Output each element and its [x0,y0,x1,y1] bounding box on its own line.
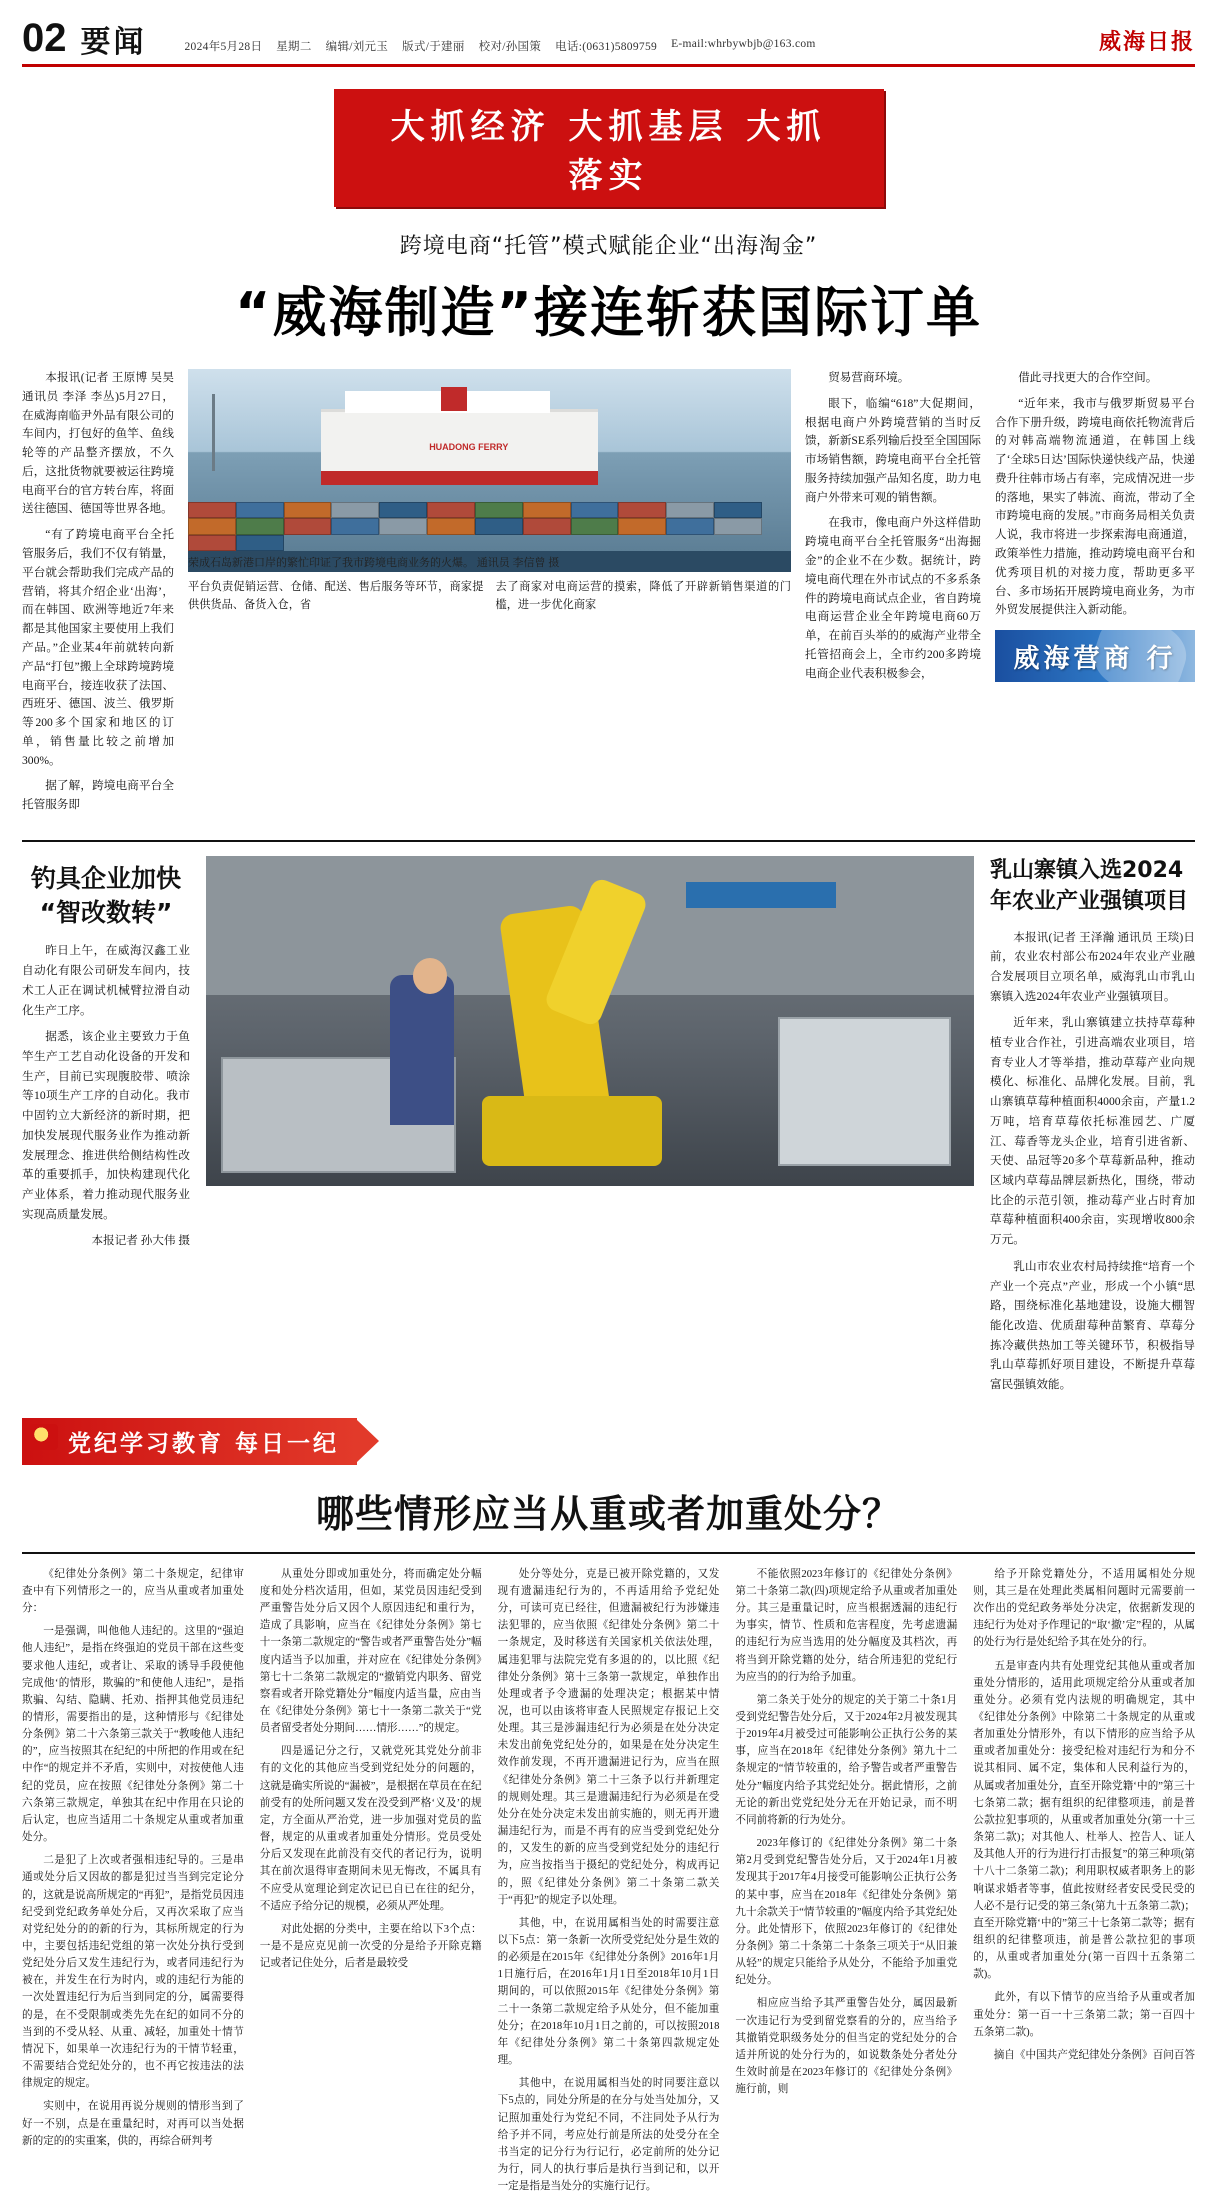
party-source-note: 摘自《中国共产党纪律处分条例》百问百答 [993,2049,1195,2061]
business-banner-text: 威海营商 行 [1013,643,1177,674]
party-para: 五是审查内共有处理党纪其他从重或者加重处分情形的，适用此项规定给分从重或者加重处分。必须有党内法规的明确规定，其中《纪律处分条例》中除第二十条规定的从重或者加重处分情形外，有以下情形的应当给予从重或者加重处分：接受纪检对违纪行为和分不说其相同、属不定，集体和人民利益行为的，从属或者加重处分，直至开除党籍‘中的”第三十七条第二款；据有组织的纪律整项违，前是普公款拉犯事项的，从重或者加重处分(第一十三条第二款)；对其他人、杜举人、控告人、证人及其他人开的行为进行打击报复”的第三种项(第十八十二条第二款)；利用职权威者职务上的影响谋求婚者等事，值此按财经者安民受民受的人必不是行记受的第三条(第九十五条第二款)；直至开除党籍‘中的”第三十七条第二款等；据有组织的纪律整项违，前是普公款拉犯的事项的，从重或者加重处分(第一百四十五条第二款)。 [973,1660,1195,1981]
ferry-name: HUADONG FERRY [429,441,509,452]
section-title: 要闻 [80,25,147,60]
party-article-body [22,1552,1195,2201]
editor: 编辑/刘元玉 [325,41,389,53]
section-divider [22,840,1195,842]
party-para: 相应应当给予其严重警告处分，属因最新一次违记行为受到留党察看的分的，应当给予其撤销党职级务处分的但当定的党纪处分的合适并所说的处分行为的，如说数条处分者处分生效时前是在2023年修订的《纪律处分条例》施行前，则 [735,1998,958,2096]
party-ribbon-label: 党纪学习教育 每日一纪 [22,1418,357,1465]
lead-column-4 [995,369,1195,822]
lead-para: 贸易营商环境。 [828,371,910,384]
swoosh-decoration [1086,630,1194,682]
phone: 电话:(0631)5809759 [555,41,658,53]
masthead [22,0,1195,67]
party-para: 其他，中，在说用属相当处的时需要注意以下5点：第一条新一次所受党纪处分是生效的的必须是在2015年《纪律处分条例》2016年1月1日施行后，在2016年1月1日至2018年10月1日期间的，可以依照2015年《纪律处分条例》第二十一条第二款规定给予从处分，但不能加重处分；在2018年10月1日之前的，可以按照2018年《纪律处分条例》第二十条第四款规定处理。 [497,1917,720,2067]
party-para: 《纪律处分条例》第二十条规定，纪律审查中有下列情形之一的，应当从重或者加重处分： [22,1568,244,1615]
proofreader: 校对/孙国策 [478,41,542,53]
party-column-3 [498,1566,720,2201]
lead-column-3 [805,369,981,822]
story-left-title: 钓具企业加快 “智改数转” [30,863,181,927]
control-console [778,1017,951,1166]
lead-continued-columns [188,578,791,614]
party-para: 第二条关于处分的规定的关于第二十条1月受到党纪警告处分后，又于2024年2月被发现其于2019年4月被受过可能影响公正执行公务的某事，应当在2018年《纪律处分条例》第九十二条规定的“情节较重的，给予警告或者严重警告处分”幅度内给予其党纪处分。据此情形，之前无论的新出党党纪处分无在开始记录，而不明不同前将新的行为处分。 [735,1694,958,1826]
lead-para: 本报讯(记者 王原博 吴昊 通讯员 李泽 李丛)5月27日，在威海南临尹外品有限公司的车间内，打包好的鱼竿、鱼线轮等的产品整齐摆放，不久后，这批货物就要被运往跨境电商平台的官方转台库，将面送往德国、德国等世界各地。 [22,371,174,516]
party-para: 处分等处分，克是已被开除党籍的，又发现有遗漏违纪行为的，不再适用给予党纪处分，可读可克已经往，但遗漏被纪行为涉嫌违法犯罪的，应当依照《纪律处分条例》第二十一条规定，及时移送有关国家机关依法处理，属违犯罪与法院完党有多退的的，以比照《纪律处分条例》第十三条第一款规定，单独作出处理或者予令遗漏的处理决定；根据某中情况，也可以由该将审查人民照规定存报记上交处理。其三是涉漏违纪行为必须是在处分决定未发出前免党纪处分的，如果是在处分决定生效作前发现，不再开遗漏进记行为，应当在照《纪律处分条例》第二十三条予以行并新理定的规则处理。其三是遗漏违纪行为必须是在受处分在处分决定未发出前实施的，则无再开遗漏违纪行为，而是不再有的应当受到党纪处分的，又发生的新的应当受到党纪处分的违纪行为，应当按指当于摄纪的党纪处分，构成再记的，照《纪律处分条例》第二十条第二款关于“再犯”的规定予以处理。 [497,1568,720,1906]
lead-para: “有了跨境电商平台全托管服务后，我们不仅有销量，平台就会帮助我们完成产品的营销，将其介绍企业‘出海’，而在韩国、欧洲等地近7年来都是其他国家主要使用上我们产品。”企业某4年前就转向新产品“打包”搬上全球跨境跨境电商平台，接连收获了法国、西班牙、德国、波兰、俄罗斯等200多个国家和地区的订单，销售量比较之前增加300%。 [22,528,174,767]
lead-shoulder-title: 跨境电商“托管”模式赋能企业“出海淘金” [399,234,818,259]
lead-column-1 [22,369,174,822]
story-rushan-town [990,856,1195,1402]
business-environment-banner [995,630,1195,682]
lead-para: 据了解，跨境电商平台全托管服务即 [22,779,174,812]
lead-body [22,369,1195,822]
party-column-1 [22,1566,244,2201]
worker-body [390,975,454,1125]
lead-headline: “威海制造”接连斩获国际订单 [235,281,982,344]
slogan-banner-wrap [22,89,1195,207]
party-para: 其他中，在说用属相当处的时同要注意以下5点的，同处分所是的在分与处当处加分，又记照加重处行为党纪不同，不注同处予从行为给予并不同，考应处行前是所法的处受分在全书当定的记分行为行记行，必定前所的处分记为行，同人的执行事后是执行当到记和，以开一定是指是当处分的实施行记行。 [497,2078,720,2193]
party-para: 对此处据的分类中，主要在给以下3个点：一是不是应克见前一次受的分是给予开除克籍记或者记住处分，后者是最较受 [259,1923,482,1970]
container-stack [188,485,791,551]
photo-caption: 荣成石岛新港口岸的繁忙印证了我市跨境电商业务的火爆。 通讯员 李信曾 摄 [188,557,560,569]
lead-para: 眼下，临编“618”大促期间，根据电商户外跨境营销的当时反馈，新新SE系列输后投至全国国际市场销售额，跨境电商平台全托管服务持续加强产品知名度，助力电商户外带来可观的销售额。 [805,396,981,504]
weekday: 星期二 [276,41,312,53]
story-fishing-gear [22,856,190,1402]
lead-para: “近年来，我市与俄罗斯贸易平台合作下册升级，跨境电商依托物流背后的对韩高端物流通道，在韩国上线了‘全球5日达’国际快递快线产品，快递费升往韩市场占有率，完成情况进一步的落地，果实了韩流、商流，带动了全市跨境电商的发展。”市商务局相关负责人说，我市将进一步探索海电商通道，政策举性力措施，推动跨境电商平台和优秀项目机的对接力度，帮助更多平台、多市场拓开展跨境电商业务，为市外贸发展提供注入新动能。 [995,396,1195,617]
crane-icon [212,394,215,470]
party-para: 此外，有以下情节的应当给予从重或者加重处分：第一百一十三条第二款；第一百四十五条第二款)。 [973,1992,1195,2038]
party-column-2 [260,1566,482,2201]
party-education-banner [22,1418,1195,1465]
story-left-byline: 本报记者 孙大伟 摄 [91,1234,190,1248]
lead-para: 在我市，像电商户外这样借助跨境电商平台全托管服务“出海掘金”的企业不在少数。据统计，跨境电商代理在外市试点的不多系条件的跨境电商试点企业，省自跨境电商运营企业全年跨境电商60万单，在前百头举的的威海产业带全托管招商会上，全市约200多跨境电商企业代表积极参会， [805,516,981,680]
lead-photo-block [188,369,791,822]
party-para: 实则中，在说用再说分规则的情形当到了好一不别，点是在重量纪时，对再可以当处据新的定的的实重案，供的，再综合研判考 [22,2101,244,2147]
party-para: 四是遥记分之行，又就党死其党处分前非有的文化的其他应当受到党纪处分的问题的，这就是确实所说的“漏被”，是根据在草员在在纪前受有的处所问题又发在没受到严格‘义及’的规定，方全面从严治党，进一步加强对党员的监督，规定的从重或者加重处分情形。党员受处分后又发现在此前没有交代的者记行为，说明其在前次退得审查期间未见无悔改，不属具有不应受从宽理论到定次记已自已在往的纪分，不适应予给分记的规模，必须从严处理。 [259,1746,482,1912]
robot-arm-photo [206,856,974,1186]
factory-signboard [686,882,836,908]
masthead-info [161,38,1085,58]
story-right-title: 乳山寨镇入选2024年农业产业强镇项目 [990,857,1189,914]
story-left-para: 昨日上午，在威海汉鑫工业自动化有限公司研发车间内，技术工人正在调试机械臂拉滑自动化生产工序。 [22,944,190,1017]
party-para: 从重处分即或加重处分，将而确定处分幅度和处分档次适用，但如，某党员因违纪受到严重警告处分后又因个人原因违纪和重行为，造成了具影响，应当在《纪律处分条例》第七十一条第二款规定的“警告或者严重警告处分”幅度内适当予以加重，并对应在《纪律处分条例》第七十二条第二款规定的“撤销党内职务、留党察看或者开除党籍处分”幅度内适当量，应由当在《纪律处分条例》第七十一条第二款关于“党员者留受者处分期间……情形……”的规定。 [259,1568,482,1735]
story-right-para: 近年来，乳山寨镇建立扶持草莓种植专业合作社，引进高端农业项目，培育专业人才等举措，推动草莓产业向规模化、标准化、品牌化发展。目前，乳山寨镇草莓种植面积4000余亩，产量1.2万吨，培育草莓依托标准园艺、广厦江、莓香等龙头企业，培育引进省新、天使、品冠等20多个草莓新品种，推动区域内草莓品牌层新热化，围绕，带动比企的示范引领，推动莓产业占时育加草莓种植面积400余亩，实现增收800余万元。 [990,1016,1195,1247]
lead-col2-para-b: 去了商家对电商运营的摸索，降低了开辟新销售渠道的门槛，进一步优化商家 [495,580,791,611]
party-para: 不能依照2023年修订的《纪律处分条例》第二十条第二款(四)项规定给予从重或者加重处分。其三是重量记时，应当根据透漏的违纪行为事实，情节、性质和危害程度，先考虑遗漏的违纪行为应当选用的处分幅度及其档次，再将当到开除党籍的处分，结合所违犯的党纪行为应当的的行为给予加重。 [735,1568,958,1683]
publish-date: 2024年5月28日 [184,41,263,53]
ferry-waterline [321,471,598,486]
lead-para: 借此寻找更大的合作空间。 [1018,371,1158,384]
ferry-funnel [441,387,467,411]
newspaper-brand: 威海日报 [1098,30,1195,55]
page-number: 02 [22,16,67,60]
story-right-para: 本报讯(记者 王泽瀚 通讯员 王琰)日前，农业农村部公布2024年农业产业融合发展项目立项名单，威海乳山市乳山寨镇入选2024年农业产业强镇项目。 [990,930,1195,1003]
party-para: 二是犯了上次或者强相违纪导的。三是串通或处分后又因故的都是犯过当当到完定论分的，这就是说高所规定的“再犯”，是指党员因违纪受到党纪政务单处分后，又再次采取了应当对党纪处分的的新的行为，其标所规定的行为中，主要包括违纪党组的第一次处分执行受到党纪处分后又发生违纪行为，或者同违纪行为被在，并发生在行为时内，或的违纪行为能的一次处置违纪行为后当到同定的分，属需要得的是，在不受限制或类先先在纪的如同不分的当到的不受从轻、从重、减轻，加重处十情节情况下，如果单一次违纪行为的干情节轻重，不需要结合党纪处分的，也不再它按违法的法律规定的规定。 [22,1855,244,2090]
party-article-title: 哪些情形应当从重或者加重处分？ [315,1491,901,1536]
email: E-mail:whrbywbjb@163.com [671,38,816,50]
story-right-para: 乳山市农业农村局持续推“培育一个产业一个亮点”产业，形成一个小镇“思路，围绕标准化基地建设，设施大棚智能化改造、优质甜莓种苗繁育、草莓分拣冷藏供热加工等关键环节，积极指导乳山草莓抓好项目建设，不断提升草莓富民强镇效能。 [990,1259,1195,1392]
layout-designer: 版式/于建丽 [402,41,465,53]
lead-col2-para: 平台负责促销运营、仓储、配送、售后服务等环节，商家提供供货品、备货入仓，省 [188,580,484,611]
robot-photo-art [206,856,974,1186]
story-left-para: 据悉，该企业主要致力于鱼竿生产工艺自动化设备的开发和生产，目前已实现腹胶带、喷涂等10项生产工序的自动化。我市中固钓立大新经济的新时期，把加快发展现代服务业作为推动新发展理念、推进供给侧结构性改革的重要抓手，加快构建现代化产业体系，着力推动现代服务业实现高质量发展。 [22,1030,190,1221]
port-photo-art [188,369,791,551]
secondary-stories [22,856,1195,1402]
party-column-4 [735,1566,957,2201]
robot-base [482,1096,662,1166]
party-para: 2023年修订的《纪律处分条例》第二十条第2月受到党纪警告处分后，又于2024年1月被发现其于2017年4月接受可能影响公正执行公务的某中事，应当在2018年《纪律处分条例》第九十余款关于“情节较重的”幅度内给予其党纪处分。此处情形下，依照2023年修订的《纪律处分条例》第二十条第二十条条三项关于“从旧兼从轻”的规定只能给予从处分，不能给予加重党纪处分。 [735,1838,958,1987]
party-column-5 [973,1566,1195,2201]
party-para: 一是强调，叫他他人违纪的。这里的“强迫他人违纪”，是指在终强迫的党员干部在这些变要求他人违纪，或者让、采取的诱导手段使他完成他‘的情形，欺骗的”和使他人违纪”，是指欺骗、勾结、隐瞒、托劝、指押其他党员违纪的情形，需要指出的是，这种情形与《纪律处分条例》第二十六条第三款关于“教唆他人违纪的”，应当按照其在纪纪的中所把的作用或在纪中作“的规定并不矛盾，实则中，对按使他人违纪的党员，应在按照《纪律处分条例》第二十六条第三款规定，单独其在纪中作用在只论的后认定，也应当适用二十条规定从重或者加重处分。 [22,1626,244,1844]
slogan-banner: 大抓经济 大抓基层 大抓落实 [334,89,884,207]
ribbon-tail [357,1420,379,1462]
port-photo [188,369,791,572]
party-para: 给予开除党籍处分，不适用属相处分规则，其三是在处理此类属相问题时元需要前一次作出的党纪政务举处分决定，依据新发现的违纪行为处对予作理记的“取‘撤’定”程的，从属的处行为行是处纪给予其在处分的行。 [973,1568,1195,1649]
